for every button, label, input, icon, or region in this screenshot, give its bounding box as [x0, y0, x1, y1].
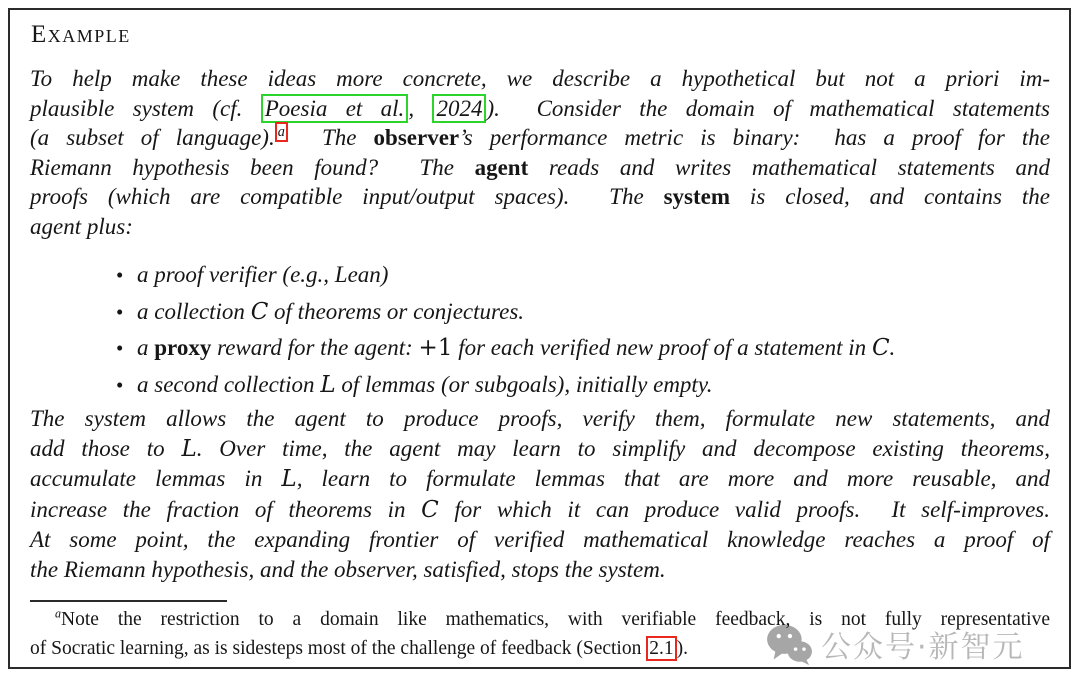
- text-run: (a subset of language).: [30, 125, 275, 150]
- citation-year-link[interactable]: 2024: [432, 94, 486, 123]
- bullet-text: [137, 262, 388, 287]
- text-run: ).: [676, 638, 688, 659]
- paragraph-line: [30, 434, 1050, 465]
- paragraph-line: [30, 64, 1050, 94]
- text-run: is closed, and contains the: [730, 184, 1050, 209]
- bullet-text: [137, 372, 713, 397]
- text-run: proxy: [154, 335, 212, 360]
- bullet-item: [30, 257, 1050, 294]
- paragraph-line: [30, 464, 1050, 495]
- footnote: [30, 605, 1050, 663]
- text-run: of Socratic learning, as is sidesteps most of the challenge of feedback (Section: [30, 638, 647, 659]
- text-run: The: [287, 125, 374, 150]
- bullet-dot: •: [116, 299, 124, 324]
- paragraph-line: [30, 182, 1050, 212]
- text-run: a collection: [137, 298, 251, 324]
- text-run: reads and writes mathematical statements and: [528, 154, 1050, 180]
- text-run: observer: [373, 125, 460, 150]
- text-run: To help make these ideas more concrete, we describe a hypothetical but not a priori im-: [30, 66, 1050, 91]
- bullet-dot: •: [116, 336, 124, 360]
- text-run: increase the fraction of theorems in: [30, 496, 422, 522]
- paragraph-line: [30, 94, 1050, 124]
- citation-link[interactable]: Poesia et al.: [261, 94, 409, 123]
- text-run: system: [663, 184, 731, 209]
- text-run: a second collection: [137, 371, 321, 397]
- section-link[interactable]: 2.1: [646, 636, 676, 661]
- text-run: of lemmas (or subgoals), initially empty.: [335, 371, 713, 397]
- footnote-line: [30, 634, 1050, 663]
- text-run: the Riemann hypothesis, and the observer, satisfied, stops the system.: [30, 556, 666, 582]
- bullet-text: [137, 299, 524, 324]
- text-run: plausible system (cf.: [30, 95, 261, 121]
- text-run: agent: [474, 154, 529, 180]
- paragraph-line: [30, 212, 1050, 242]
- text-run: ’s performance metric is binary: has a proof for the: [459, 125, 1051, 150]
- text-run: , learn to formulate lemmas that are more and more reusable, and: [296, 466, 1050, 491]
- text-run: a: [137, 335, 155, 360]
- text-run: C: [421, 496, 439, 523]
- paragraph-2: [30, 404, 1050, 584]
- text-run: L: [320, 371, 336, 398]
- bullet-text: [137, 335, 895, 360]
- paragraph-line: [30, 525, 1050, 555]
- paragraph-line: [30, 555, 1050, 585]
- paragraph-line: [30, 123, 1050, 153]
- example-heading: Example: [31, 21, 131, 48]
- footnote-marker-link[interactable]: a: [275, 122, 288, 142]
- text-run: Riemann hypothesis been found? The: [30, 154, 475, 180]
- bullet-dot: •: [116, 263, 124, 287]
- text-run: for which it can produce valid proofs. It self-improves.: [438, 496, 1050, 522]
- text-run: C: [871, 335, 890, 361]
- text-run: .: [889, 335, 896, 360]
- text-run: . Over time, the agent may learn to simplify and decompose existing theorems,: [196, 435, 1050, 461]
- bullet-item: [30, 294, 1050, 331]
- footnote-line: [30, 605, 1050, 634]
- text-run: Note the restriction to a domain like mathematics, with verifiable feedback, is not fully representative: [61, 609, 1050, 630]
- text-run: L: [181, 435, 197, 462]
- paragraph-1: [30, 64, 1050, 241]
- text-run: L: [281, 466, 297, 492]
- text-run: for each verified new proof of a statement in: [452, 335, 872, 360]
- example-box: [8, 8, 1071, 669]
- bullet-item: [30, 367, 1050, 404]
- text-run: add those to: [30, 435, 182, 461]
- text-run: a proof verifier (e.g., Lean): [137, 262, 389, 287]
- text-run: agent plus:: [30, 213, 133, 239]
- paragraph-line: [30, 404, 1050, 434]
- footnote-marker: a: [55, 606, 62, 621]
- paragraph-line: [30, 495, 1050, 526]
- text-run: accumulate lemmas in: [30, 466, 282, 491]
- bullet-item: [30, 330, 1050, 367]
- text-run: ,: [408, 95, 433, 121]
- paragraph-line: [30, 153, 1050, 183]
- text-run: At some point, the expanding frontier of verified mathematical knowledge reaches a proof of: [30, 527, 1050, 552]
- text-run: ). Consider the domain of mathematical statements: [486, 95, 1051, 121]
- watermark-text: 公众号·新智元: [821, 630, 1025, 665]
- text-run: of theorems or conjectures.: [268, 298, 525, 324]
- footnote-rule: [30, 600, 227, 602]
- bullet-list: [30, 257, 1050, 403]
- text-run: C: [250, 298, 269, 325]
- text-run: reward for the agent:: [211, 335, 419, 360]
- text-run: +1: [418, 335, 453, 361]
- text-run: The system allows the agent to produce proofs, verify them, formulate new statements, and: [30, 406, 1050, 431]
- bullet-dot: •: [116, 372, 124, 397]
- text-run: proofs (which are compatible input/output spaces). The: [30, 184, 664, 209]
